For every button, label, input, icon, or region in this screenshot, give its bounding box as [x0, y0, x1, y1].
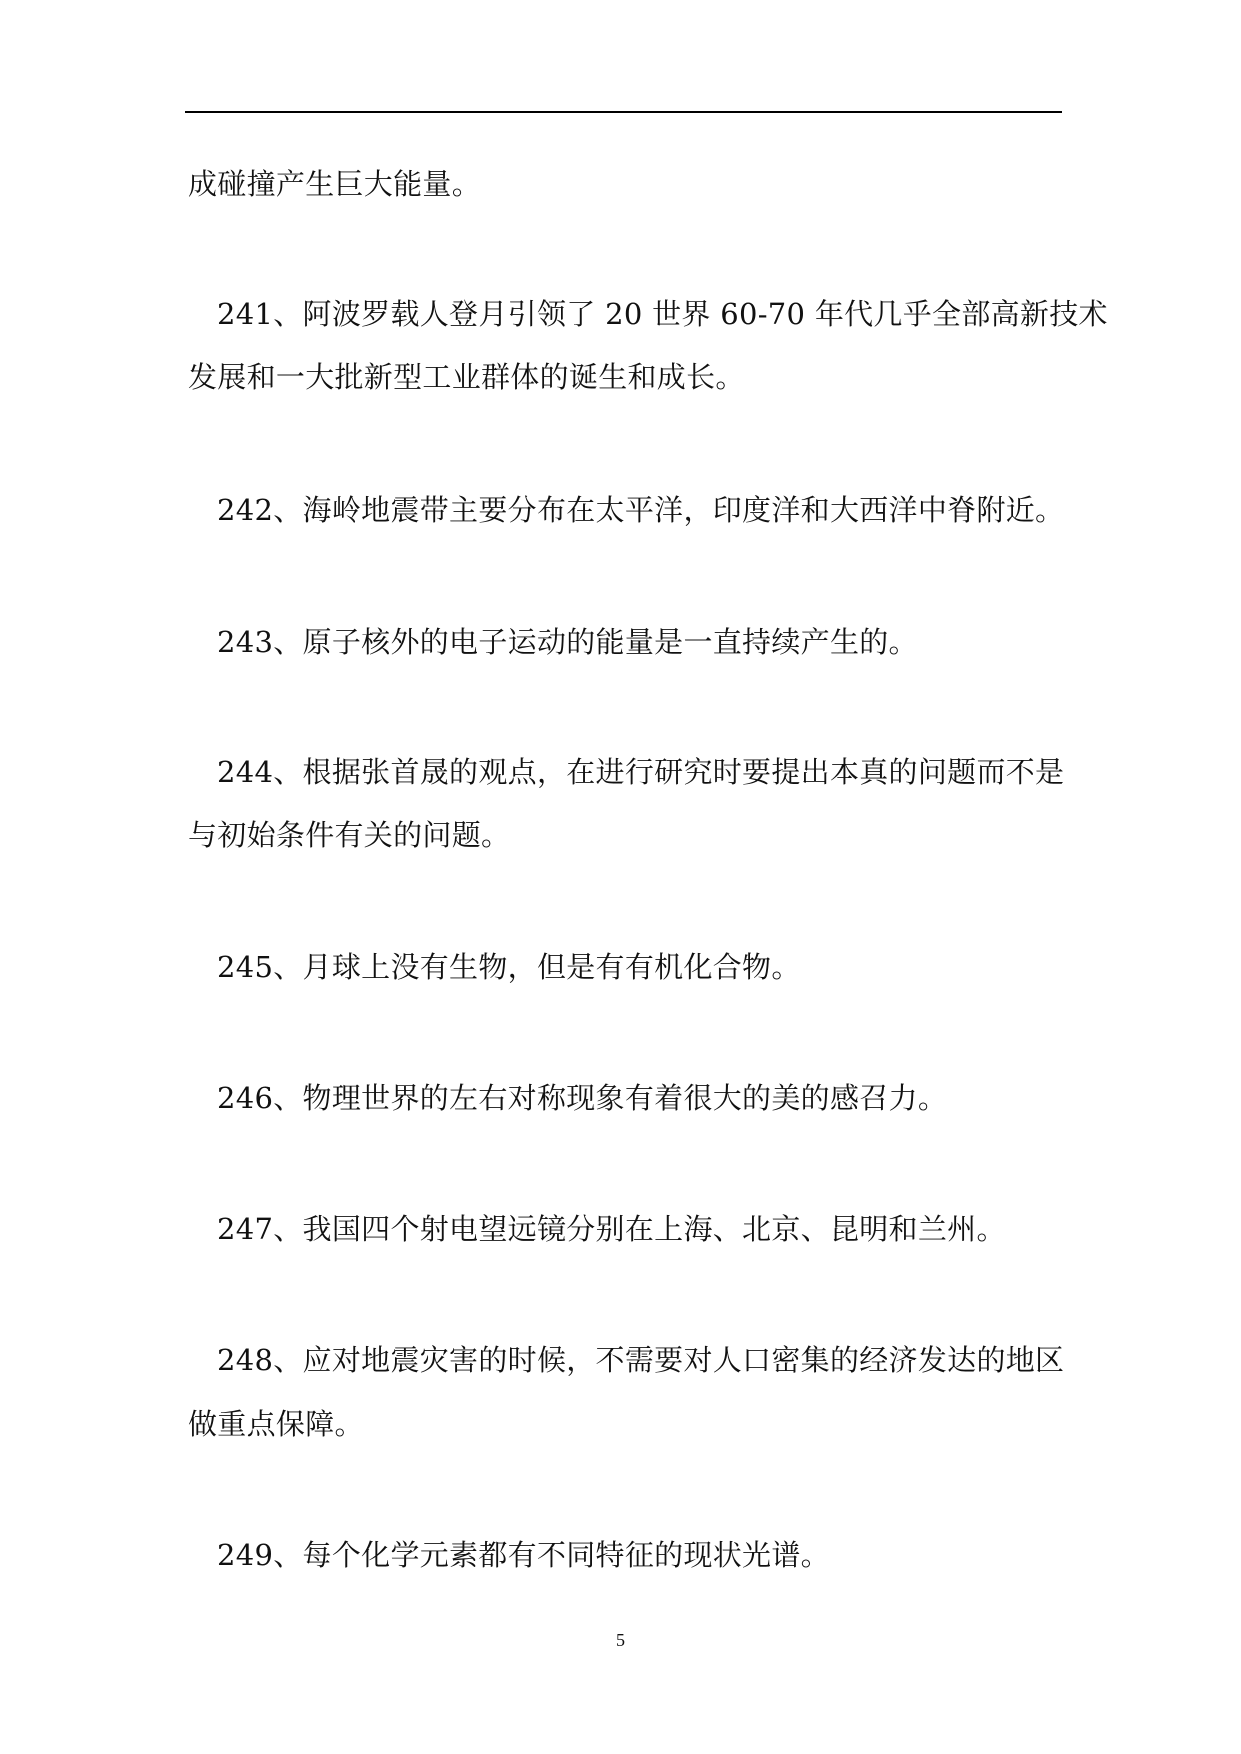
- text-line-item-244: 244、根据张首晟的观点，在进行研究时要提出本真的问题而不是: [217, 755, 1065, 789]
- text-line-item-246: 246、物理世界的左右对称现象有着很大的美的感召力。: [217, 1081, 948, 1115]
- text-line-item-241: 241、阿波罗载人登月引领了 20 世界 60-70 年代几乎全部高新技术: [217, 297, 1108, 331]
- text-line-item-243: 243、原子核外的电子运动的能量是一直持续产生的。: [217, 625, 918, 659]
- text-line-item-244-continued: 与初始条件有关的问题。: [188, 818, 511, 852]
- text-line-item-249: 249、每个化学元素都有不同特征的现状光谱。: [217, 1538, 830, 1572]
- text-line-item-241-continued: 发展和一大批新型工业群体的诞生和成长。: [188, 360, 745, 394]
- text-line-item-248-continued: 做重点保障。: [188, 1407, 364, 1441]
- text-line-continuation: 成碰撞产生巨大能量。: [188, 167, 482, 201]
- text-line-item-242: 242、海岭地震带主要分布在太平洋，印度洋和大西洋中脊附近。: [217, 493, 1065, 527]
- page-number: 5: [616, 1630, 625, 1650]
- text-line-item-247: 247、我国四个射电望远镜分别在上海、北京、昆明和兰州。: [217, 1212, 1006, 1246]
- header-rule: [185, 111, 1062, 113]
- text-line-item-245: 245、月球上没有生物，但是有有机化合物。: [217, 950, 801, 984]
- text-line-item-248: 248、应对地震灾害的时候，不需要对人口密集的经济发达的地区: [217, 1343, 1065, 1377]
